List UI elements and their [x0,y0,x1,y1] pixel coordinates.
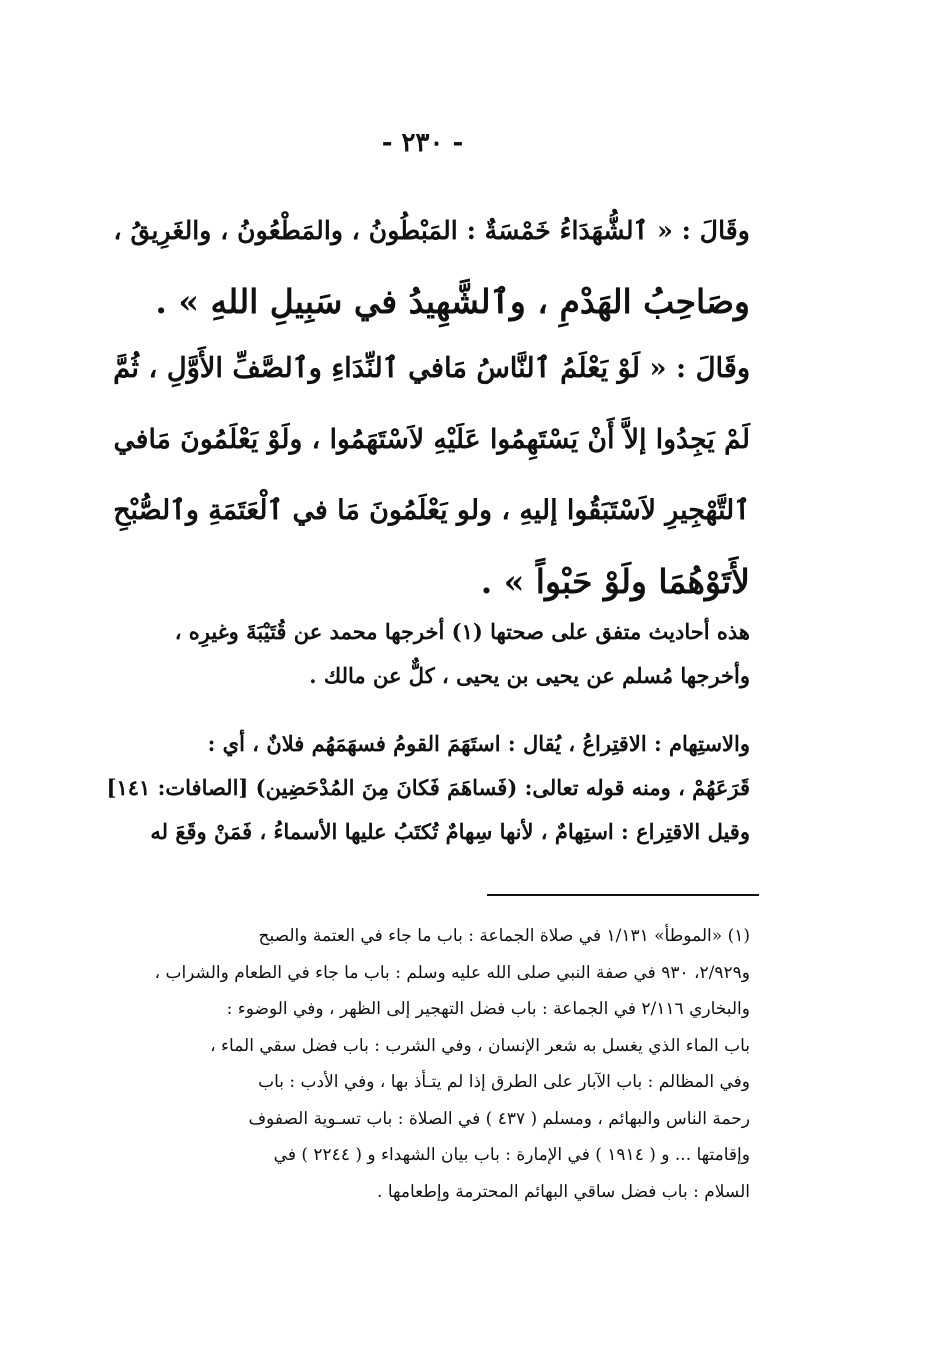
commentary-line: قَرَعَهُمْ ، ومنه قوله تعالى: (فَساهَمَ فَكانَ مِنَ المُدْحَضِين) [الصافات: ١٤١] [106,775,750,800]
commentary-line: وقيل الاقتِراع : استِهامٌ ، لأنها سِهامٌ تُكتَبُ عليها الأسماءُ ، فَمَنْ وقَعَ له [150,819,750,844]
hadith-line: وقَالَ : « لَوْ يَعْلَمُ ٱلنَّاسُ مَافي ٱلنِّدَاءِ وٱلصَّفِّ الأَوَّلِ ، ثُمَّ [113,352,750,384]
footnote-line: و٢/٩٢٩، ٩٣٠ في صفة النبي صلى الله عليه وسلم : باب ما جاء في الطعام والشراب ، [154,962,750,983]
footnote-line: رحمة الناس والبهائم ، ومسلم ( ٤٣٧ ) في الصلاة : باب تسـوية الصفوف [248,1108,750,1129]
footnote-line: باب الماء الذي يغسل به شعر الإنسان ، وفي الشرب : باب فضل سقي الماء ، [210,1035,750,1056]
hadith-martyrs [100,195,750,337]
footnote-line: والبخاري ٢/١١٦ في الجماعة : باب فضل التهجير إلى الظهر ، وفي الوضوء : [226,999,750,1019]
footnote [100,918,750,1210]
commentary-line: هذه أحاديث متفق على صحتها (١) أخرجها محمد عن قُتَيْبَةَ وغيرِه ، [174,619,750,644]
footnote-line: (١) «الموطأ» ١/١٣١ في صلاة الجماعة : باب ما جاء في العتمة والصبح [258,926,750,946]
commentary-istiham [100,722,750,854]
footnote-divider [487,894,759,896]
commentary-line: والاستِهام : الاقتِراعُ ، يُقال : استَهَمَ القومُ فسهَمَهُم فلانٌ ، أي : [207,731,750,756]
commentary-authentication [100,610,750,698]
hadith-line: لَمْ يَجِدُوا إلاَّ أَنْ يَسْتَهِمُوا عَلَيْهِ لاَسْتَهَمُوا ، ولَوْ يَعْلَمُونَ مَافي [113,424,750,455]
hadith-line: لأَتَوْهُمَا ولَوْ حَبْواً » . [480,562,750,601]
hadith-line: ٱلتَّهْجِيرِ لاَسْتَبَقُوا إليهِ ، ولو يَعْلَمُونَ مَا في ٱلْعَتَمَةِ وٱلصُّبْحِ [113,495,750,526]
footnote-line: وفي المظالم : باب الآبار على الطرق إذا لم يتـأذ بها ، وفي الأدب : باب [258,1072,750,1092]
page-number: - ٢٣٠ - [381,128,464,158]
hadith-call-to-prayer [100,333,750,617]
commentary-line: وأخرجها مُسلم عن يحيى بن يحيى ، كلٌّ عن مالك . [309,663,750,688]
hadith-line: وصَاحِبُ الهَدْمِ ، وٱلشَّهِيدُ في سَبِيلِ اللهِ » . [155,282,750,321]
hadith-line: وقَالَ : « ٱلشُّهَدَاءُ خَمْسَةٌ : المَبْطُونُ ، والمَطْعُونُ ، والغَرِيقُ ، [113,215,750,245]
footnote-line: وإقامتها ... و ( ١٩١٤ ) في الإمارة : باب بيان الشهداء و ( ٢٢٤٤ ) في [273,1145,750,1165]
footnote-line: السلام : باب فضل ساقي البهائم المحترمة وإطعامها . [377,1181,750,1202]
